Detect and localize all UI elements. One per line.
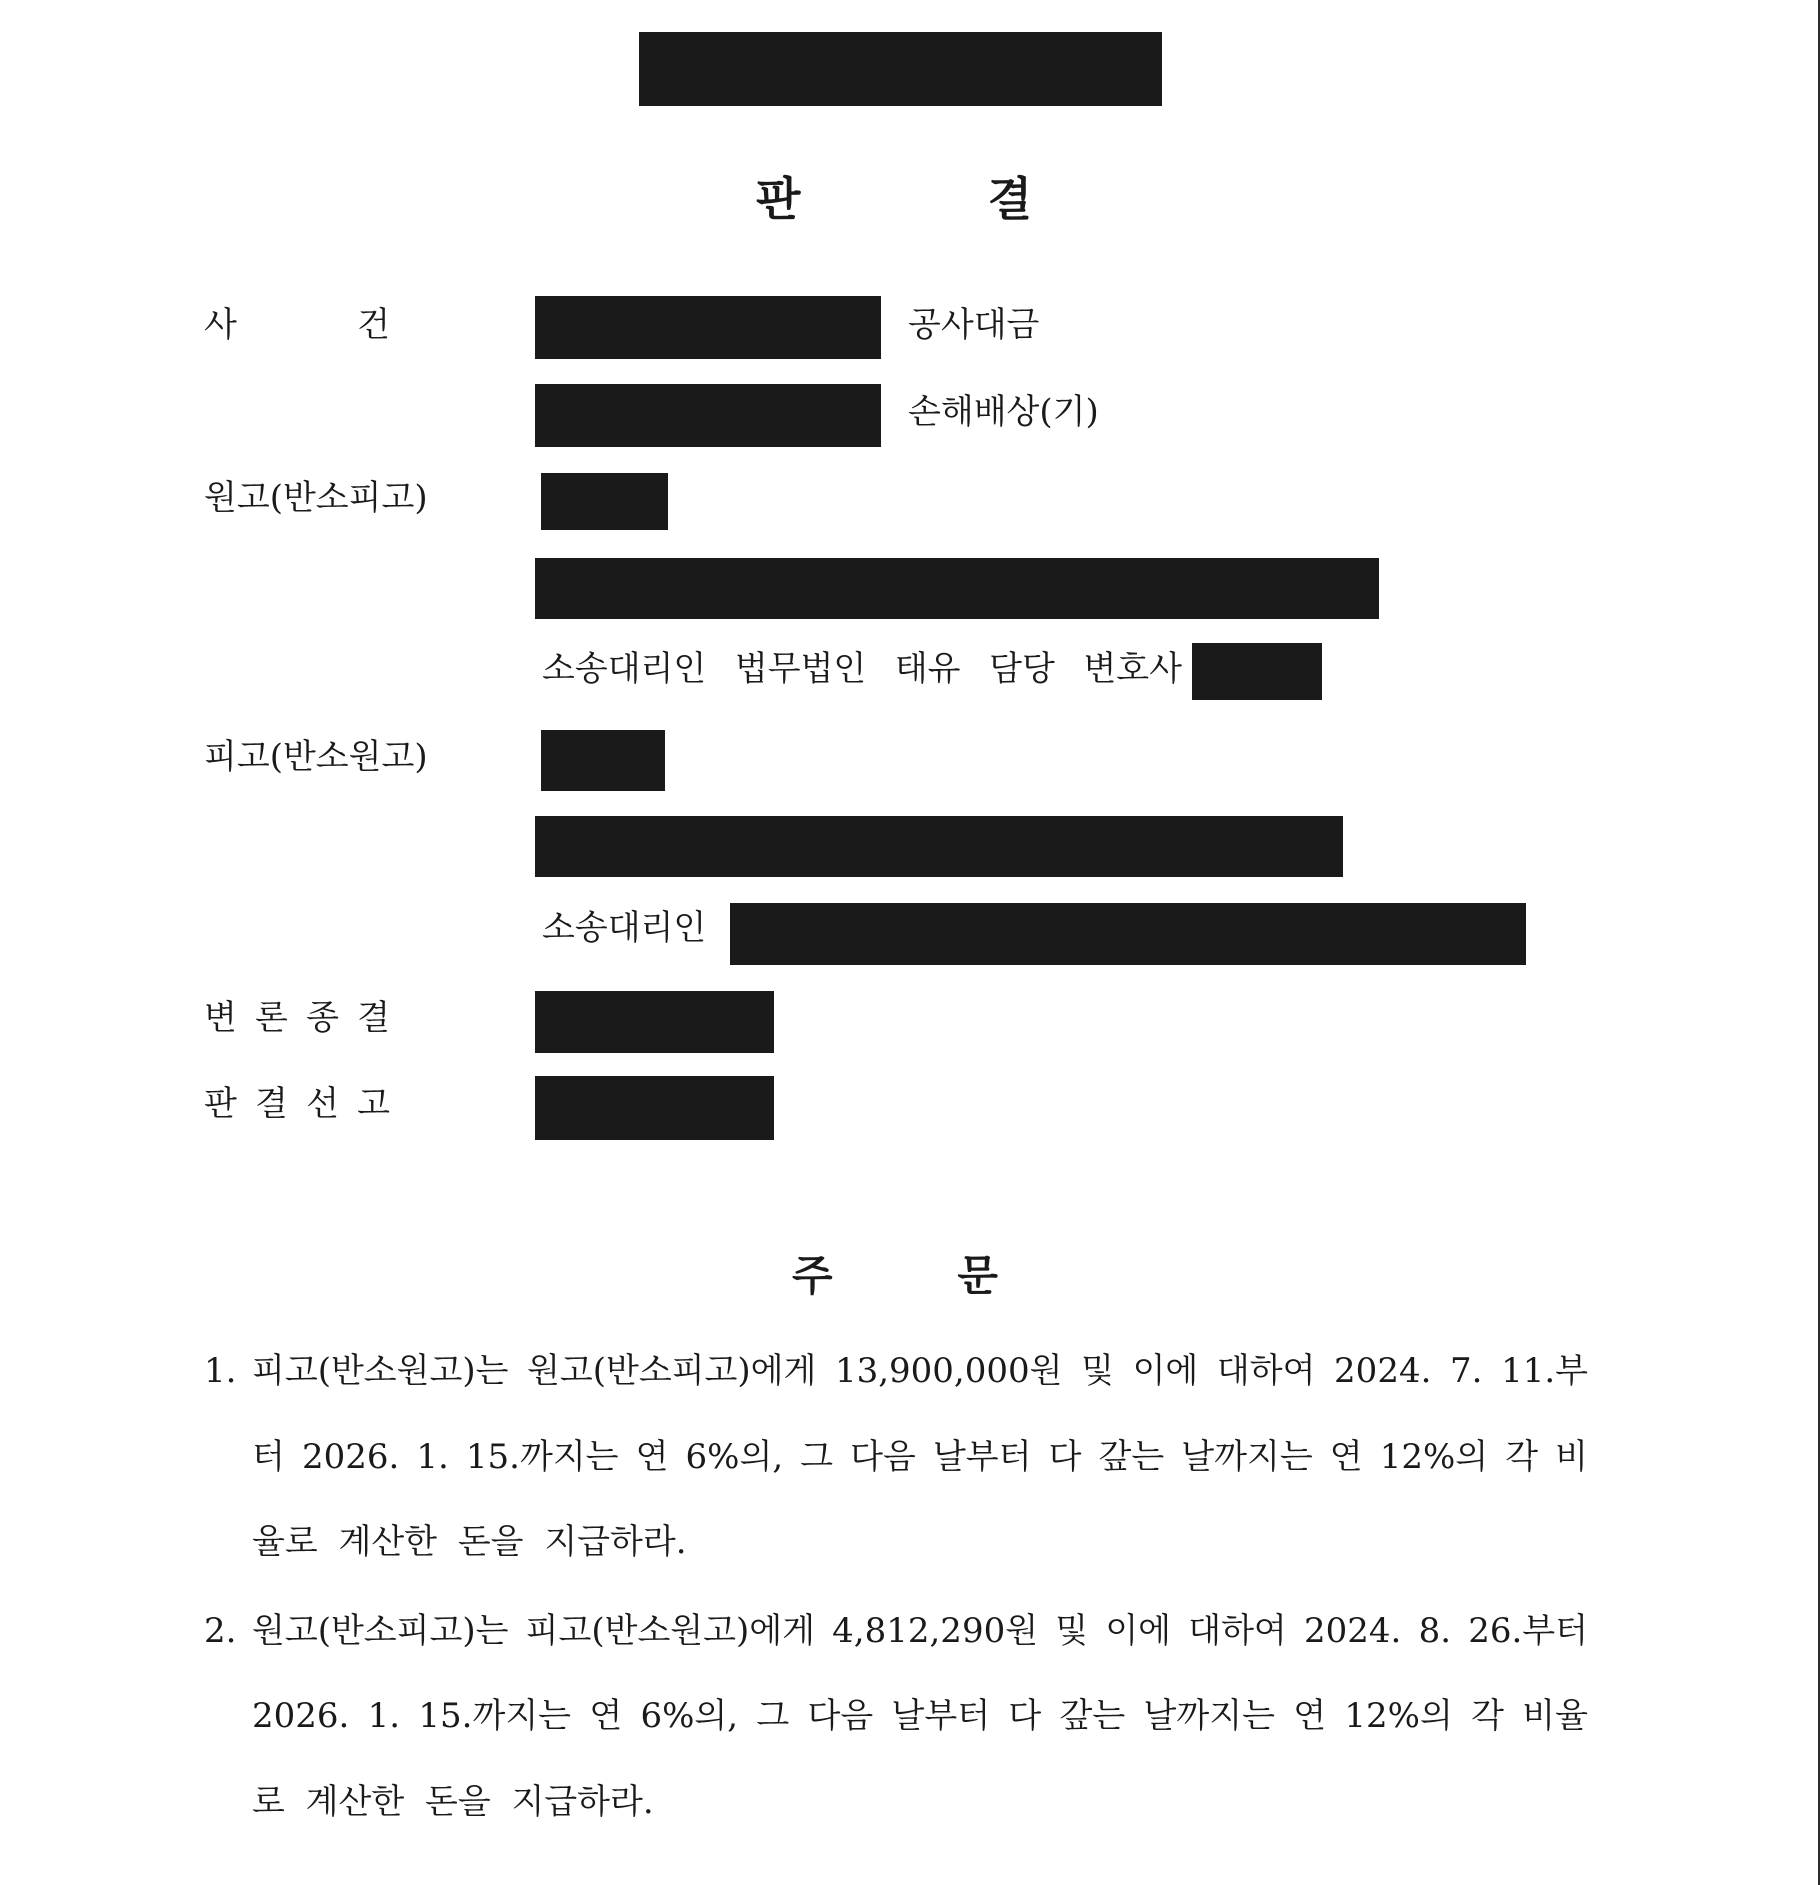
document-title-char: 결 (987, 172, 1032, 226)
order-1-line-2: 터 2026. 1. 15.까지는 연 6%의, 그 다음 날부터 다 갚는 날까지는 연 12%의 각 비 (252, 1437, 1588, 1477)
document-title (756, 172, 1032, 226)
order-2-line-1: 원고(반소피고)는 피고(반소원고)에게 4,812,290원 및 이에 대하여 2024. 8. 26.부터 (252, 1611, 1588, 1651)
case-label-char: 사 (204, 305, 237, 345)
redacted-court-name (639, 32, 1162, 106)
redacted-defendant-attorney (730, 903, 1526, 965)
defendant-label: 피고(반소원고) (204, 737, 428, 777)
defendant-attorney: 소송대리인 (542, 908, 707, 948)
plaintiff-attorney: 소송대리인 법무법인 태유 담당 변호사 (542, 649, 1182, 689)
judgment-date-label-char: 고 (357, 1084, 390, 1124)
order-heading-char: 문 (957, 1251, 998, 1300)
closing-label-char: 결 (357, 998, 390, 1038)
closing-label (204, 998, 390, 1038)
redacted-defendant-address (535, 816, 1343, 877)
case-label-char: 건 (357, 305, 390, 345)
judgment-date-label-char: 결 (255, 1084, 288, 1124)
redacted-plaintiff-name (541, 473, 668, 530)
closing-label-char: 변 (204, 998, 237, 1038)
order-2-line-3: 로 계산한 돈을 지급하라. (252, 1782, 654, 1822)
order-2-number: 2. (204, 1611, 237, 1651)
judgment-date-label (204, 1084, 390, 1124)
order-heading-char: 주 (792, 1251, 833, 1300)
redacted-defendant-name (541, 730, 665, 791)
plaintiff-label: 원고(반소피고) (204, 478, 428, 518)
redacted-case-number-1 (535, 296, 881, 359)
redacted-closing-date (535, 991, 774, 1053)
order-1-number: 1. (204, 1351, 237, 1391)
case-type-1: 공사대금 (908, 305, 1040, 345)
case-type-2: 손해배상(기) (908, 392, 1099, 432)
judgment-date-label-char: 선 (306, 1084, 339, 1124)
order-1-line-1: 피고(반소원고)는 원고(반소피고)에게 13,900,000원 및 이에 대하여 2024. 7. 11.부 (252, 1351, 1588, 1391)
redacted-case-number-2 (535, 384, 881, 447)
judgment-date-label-char: 판 (204, 1084, 237, 1124)
document-title-char: 판 (756, 172, 801, 226)
redacted-plaintiff-lawyer-name (1192, 643, 1322, 700)
case-label (204, 305, 390, 345)
redacted-plaintiff-address (535, 558, 1379, 619)
redacted-judgment-date (535, 1076, 774, 1140)
closing-label-char: 종 (306, 998, 339, 1038)
order-heading (792, 1251, 998, 1300)
closing-label-char: 론 (255, 998, 288, 1038)
order-1-line-3: 율로 계산한 돈을 지급하라. (252, 1522, 687, 1562)
order-2-line-2: 2026. 1. 15.까지는 연 6%의, 그 다음 날부터 다 갚는 날까지는 연 12%의 각 비율 (252, 1696, 1588, 1736)
